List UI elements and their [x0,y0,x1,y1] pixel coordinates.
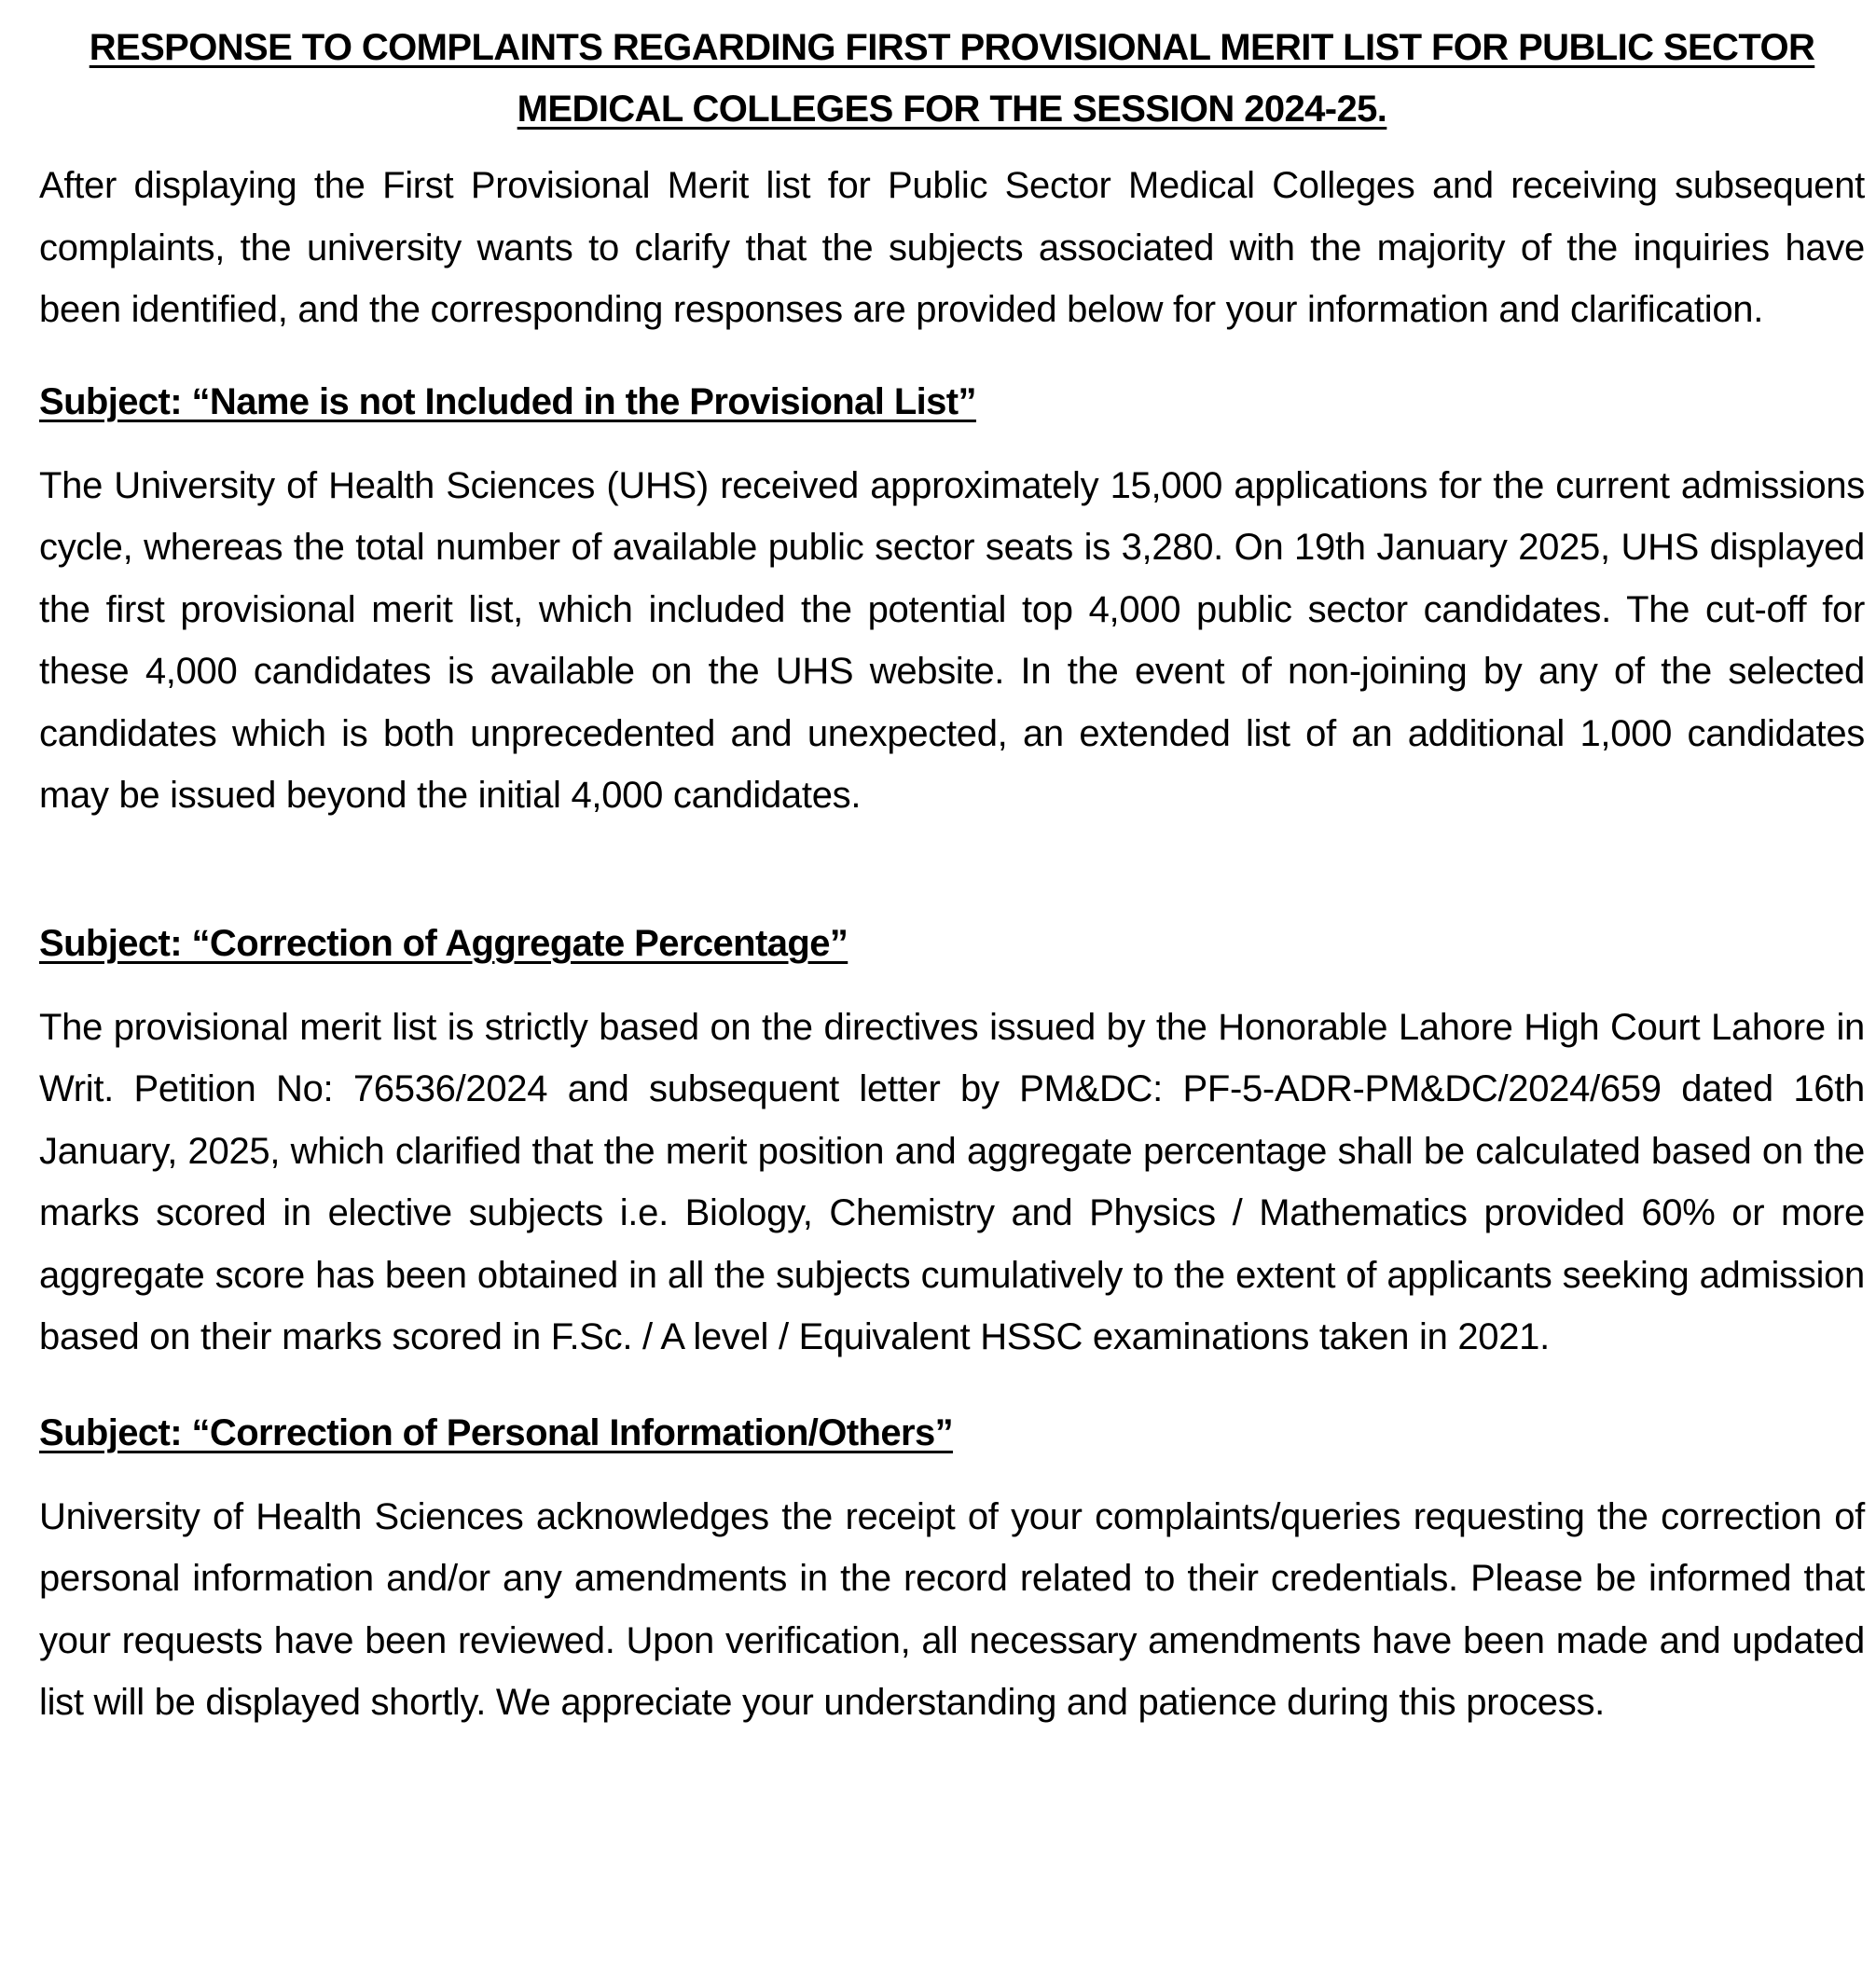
spacer [39,341,1865,371]
subject-heading-name-not-included: Subject: “Name is not Included in the Provisional List” [39,380,976,422]
spacer [39,827,1865,913]
spacer [39,1369,1865,1402]
intro-paragraph: After displaying the First Provisional Merit list for Public Sector Medical Colleges and receiving subsequent complaints, the university wants to clarify that the subjects associated with the majority of the inquiries have been identified, and the corresponding responses are provided below for your information and clarification. [39,165,1865,330]
document-page [39,17,1865,1734]
subject-heading-aggregate-percentage: Subject: “Correction of Aggregate Percentage” [39,922,848,964]
spacer [39,1464,1865,1486]
section-body-personal-information: University of Health Sciences acknowledges the receipt of your complaints/queries requesting the correction of personal information and/or any amendments in the record related to their credentials. Please be informed that your requests have been reviewed. Upon verification, all necessary amendments have been made and updated list will be displayed shortly. We appreciate your understanding and patience during this process. [39,1495,1865,1723]
subject-heading-personal-information: Subject: “Correction of Personal Information/Others” [39,1411,954,1453]
spacer [39,433,1865,455]
spacer [39,974,1865,997]
section-body-name-not-included: The University of Health Sciences (UHS) received approximately 15,000 applications for the current admissions cycle, whereas the total number of available public sector seats is 3,280. On 19th January 2025, UHS displayed the first provisional merit list, which included the potential top 4,000 public sector candidates. The cut-off for these 4,000 candidates is available on the UHS website. In the event of non-joining by any of the selected candidates which is both unprecedented and unexpected, an extended list of an additional 1,000 candidates may be issued beyond the initial 4,000 candidates. [39,464,1865,816]
section-body-aggregate-percentage: The provisional merit list is strictly based on the directives issued by the Honorable Lahore High Court Lahore in Writ. Petition No: 76536/2024 and subsequent letter by PM&DC: PF-5-ADR-PM&DC/2024/659 dated 16th January, 2025, which clarified that the merit position and aggregate percentage shall be calculated based on the marks scored in elective subjects i.e. Biology, Chemistry and Physics / Mathematics provided 60% or more aggregate score has been obtained in all the subjects cumulatively to the extent of applicants seeking admission based on their marks scored in F.Sc. / A level / Equivalent HSSC examinations taken in 2021. [39,1006,1865,1357]
document-title: RESPONSE TO COMPLAINTS REGARDING FIRST PROVISIONAL MERIT LIST FOR PUBLIC SECTOR MEDICAL COLLEGES FOR THE SESSION 2024-25. [89,27,1815,130]
